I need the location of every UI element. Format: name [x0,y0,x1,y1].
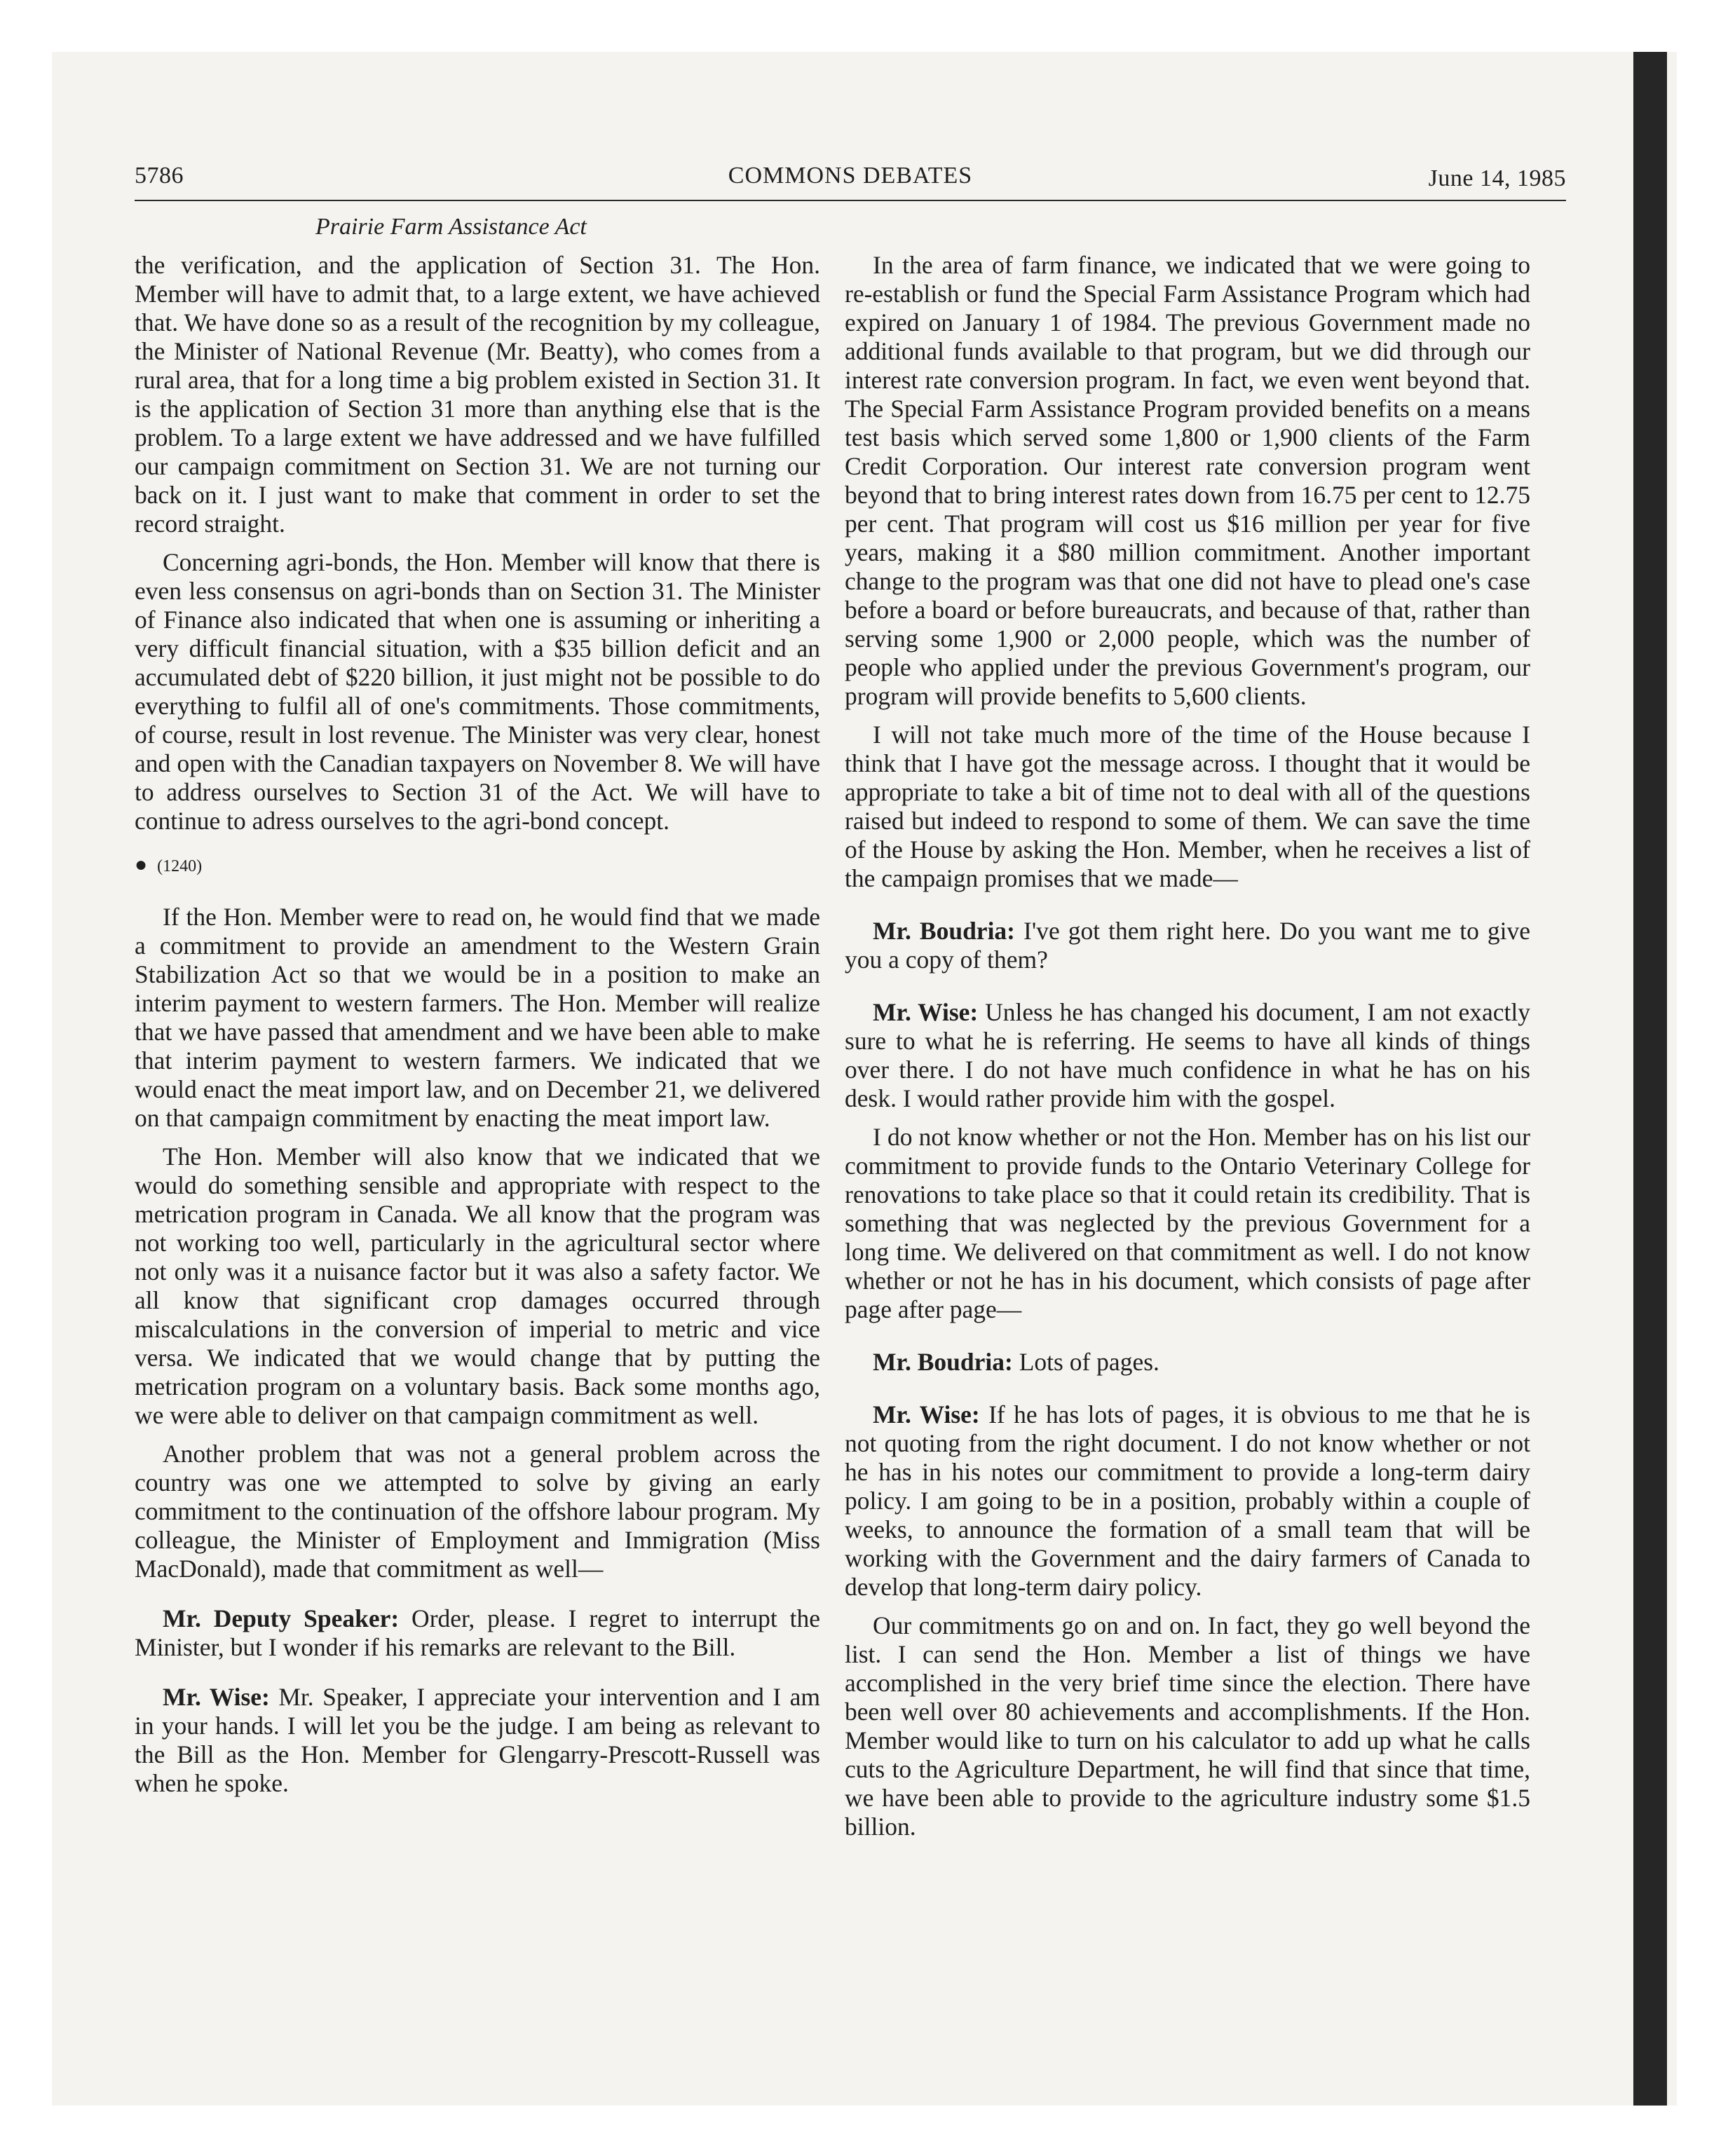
speaker-name: Mr. Wise: [873,1400,980,1428]
speaker-name: Mr. Deputy Speaker: [163,1604,400,1632]
page-date: June 14, 1985 [1428,165,1566,191]
speech-paragraph [845,998,1530,1113]
paragraph: If the Hon. Member were to read on, he would find that we made a commitment to provide an amendment to the Western Grain Stabilization Act so that we would be in a position to make an interim payment to western farmers. The Hon. Member will realize that we have passed that amendment and we have been able to make that interim payment to western farmers. We indicated that we would enact the meat import law, and on December 21, we delivered on that campaign commitment by enacting the meat import law. [135,903,820,1132]
page-number: 5786 [135,163,184,189]
header-rule [135,200,1566,201]
time-marker-text: (1240) [157,857,203,875]
time-marker [135,855,820,876]
page-header [135,163,1566,199]
speech-paragraph [845,917,1530,974]
speech-text: Mr. Speaker, I appreciate your intervention and I am in your hands. I will let you be the judge. I am being as relevant to the Bill as the Hon. Member for Glengarry-Prescott-Russell was when he spoke. [135,1683,820,1797]
paragraph: Concerning agri-bonds, the Hon. Member will know that there is even less consensus on agri-bonds than on Section 31. The Minister of Finance also indicated that when one is assuming or inheriting a very difficult financial situation, with a $35 billion deficit and an accumulated debt of $220 billion, it just might not be possible to do everything to fulfil all of one's commitments. Those commitments, of course, result in lost revenue. The Minister was very clear, honest and open with the Canadian taxpayers on November 8. We will have to address ourselves to Section 31 of the Act. We will have to continue to adress ourselves to the agri-bond concept. [135,548,820,835]
speech-paragraph [845,1348,1530,1377]
speech-text: Order, please. I regret to interrupt the Minister, but I wonder if his remarks are relevant to the Bill. [135,1604,820,1661]
running-head: Prairie Farm Assistance Act [315,214,587,240]
speech-paragraph [135,1683,820,1798]
publication-title: COMMONS DEBATES [728,163,973,189]
speaker-name: Mr. Wise: [163,1683,270,1711]
speaker-name: Mr. Boudria: [873,1348,1013,1376]
paragraph: the verification, and the application of Section 31. The Hon. Member will have to admit that, to a large extent, we have achieved that. We have done so as a result of the recognition by my colleague, the Minister of National Revenue (Mr. Beatty), who comes from a rural area, that for a long time a big problem existed in Section 31. It is the application of Section 31 more than anything else that is the problem. To a large extent we have addressed and we have fulfilled our campaign commitment on Section 31. We are not turning our back on it. I just want to make that comment in order to set the record straight. [135,251,820,538]
paragraph: I do not know whether or not the Hon. Member has on his list our commitment to provide funds to the Ontario Veterinary College for renovations to take place so that it could retain its credibility. That is something that was neglected by the previous Government for a long time. We delivered on that commitment as well. I do not know whether or not he has in his document, which consists of page after page after page— [845,1123,1530,1323]
paragraph: The Hon. Member will also know that we indicated that we would do something sensible and appropriate with respect to the metrication program in Canada. We all know that the program was not working too well, particularly in the agricultural sector where not only was it a nuisance factor but it was also a safety factor. We all know that significant crop damages occurred through miscalculations in the conversion of imperial to metric and vice versa. We indicated that we would change that by putting the metrication program on a voluntary basis. Back some months ago, we were able to deliver on that campaign commitment as well. [135,1142,820,1429]
paragraph: Another problem that was not a general problem across the country was one we attempted to solve by giving an early commitment to the continuation of the offshore labour program. My colleague, the Minister of Employment and Immigration (Miss MacDonald), made that commitment as well— [135,1440,820,1583]
paragraph: Our commitments go on and on. In fact, they go well beyond the list. I can send the Hon. Member a list of things we have accomplished in the very brief time since the election. There have been well over 80 achievements and accomplishments. If the Hon. Member would like to turn on his calculator to add up what he calls cuts to the Agriculture Department, he will find that since that time, we have been able to provide to the agriculture industry some $1.5 billion. [845,1611,1530,1841]
speech-paragraph [135,1604,820,1662]
scan-edge-shadow [1633,52,1667,2106]
speech-text: Lots of pages. [1012,1348,1159,1376]
speaker-name: Mr. Wise: [873,998,979,1026]
right-column [845,251,1530,1851]
speech-text: If he has lots of pages, it is obvious to me that he is not quoting from the right document. I do not know whether or not he has in his notes our commitment to provide a long-term dairy policy. I am going to be in a position, probably within a couple of weeks, to announce the formation of a small team that will be working with the Government and the dairy farmers of Canada to develop that long-term dairy policy. [845,1400,1530,1601]
speaker-name: Mr. Boudria: [873,917,1016,945]
bullet-icon: ● [135,853,148,876]
paragraph: I will not take much more of the time of the House because I think that I have got the message across. I thought that it would be appropriate to take a bit of time not to deal with all of the questions raised but indeed to respond to some of them. We can save the time of the House by asking the Hon. Member, when he receives a list of the campaign promises that we made— [845,721,1530,892]
speech-text: Unless he has changed his document, I am not exactly sure to what he is referring. He seems to have all kinds of things over there. I do not have much confidence in what he has on his desk. I would rather provide him with the gospel. [845,998,1531,1112]
left-column [135,251,820,1808]
speech-text: I've got them right here. Do you want me to give you a copy of them? [845,917,1530,974]
speech-paragraph [845,1400,1530,1602]
paragraph: In the area of farm finance, we indicated that we were going to re-establish or fund the Special Farm Assistance Program which had expired on January 1 of 1984. The previous Government made no additional funds available to that program, but we did through our interest rate conversion program. In fact, we even went beyond that. The Special Farm Assistance Program provided benefits on a means test basis which served some 1,800 or 1,900 clients of the Farm Credit Corporation. Our interest rate conversion program went beyond that to bring interest rates down from 16.75 per cent to 12.75 per cent. That program will cost us $16 million per year for five years, making it a $80 million commitment. Another important change to the program was that one did not have to plead one's case before a board or before bureaucrats, and because of that, rather than serving some 1,900 or 2,000 people, which was the number of people who applied under the previous Government's program, our program will provide benefits to 5,600 clients. [845,251,1531,710]
